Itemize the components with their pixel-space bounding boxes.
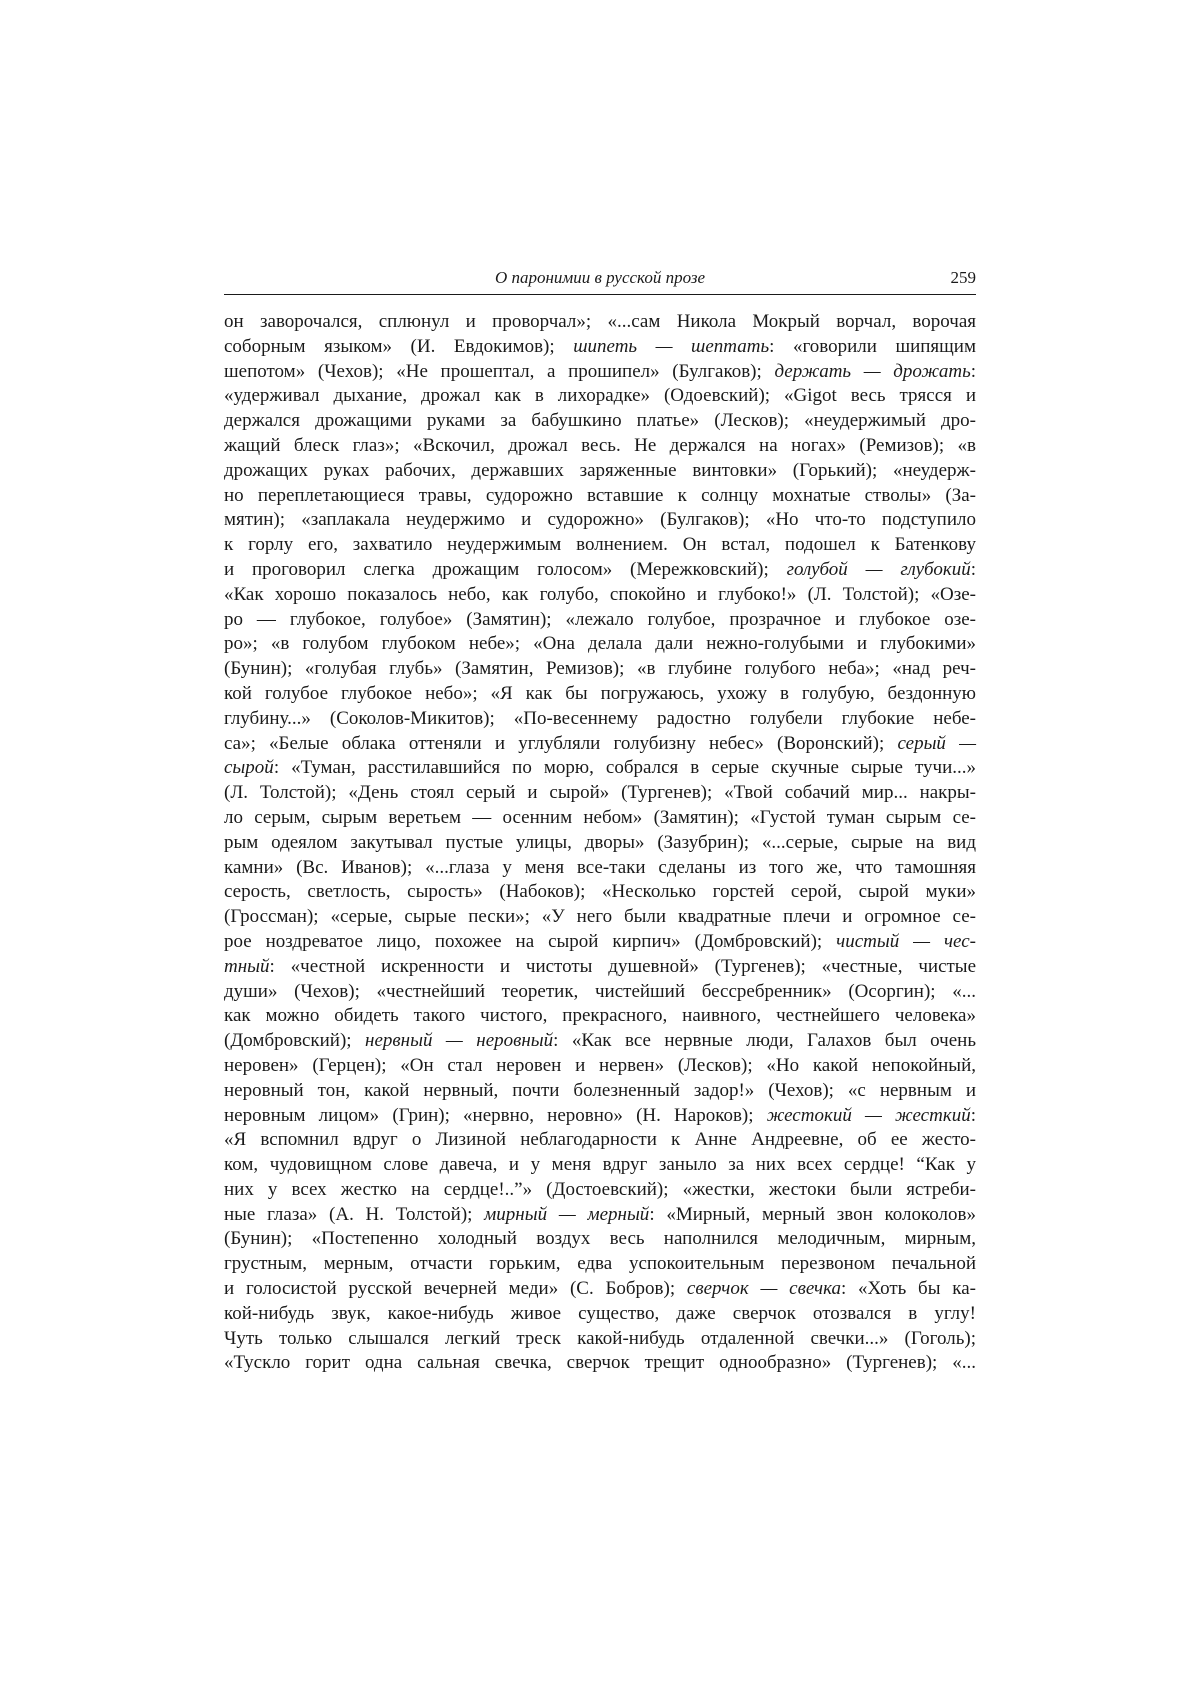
text-segment: кой-нибудь звук, какое-нибудь живое существо, даже сверчок отозвался в углу!: [224, 1302, 976, 1324]
text-segment: кой голубое глубокое небо»; «Я как бы погружаюсь, ухожу в голубую, бездонную: [224, 682, 976, 704]
running-title: О паронимии в русской прозе: [494, 268, 706, 287]
text-line: [224, 384, 976, 409]
text-line: [224, 508, 976, 533]
text-line: [224, 856, 976, 881]
text-segment: (Бунин); «Постепенно холодный воздух весь наполнился мелодичным, мирным,: [224, 1228, 976, 1250]
italic-term: серый —: [897, 732, 976, 754]
text-segment: неровный тон, какой нервный, почти болезненный задор!» (Чехов); «с нервным и: [224, 1079, 976, 1101]
text-line: [224, 484, 976, 509]
text-segment: как можно обидеть такого чистого, прекрасного, наивного, честнейшего человека»: [224, 1005, 976, 1027]
italic-term: чистый — чес-: [836, 930, 976, 952]
text-segment: рое ноздреватое лицо, похожее на сырой кирпич» (Домбровский);: [224, 930, 837, 952]
text-line: [224, 1004, 976, 1029]
text-line: [224, 632, 976, 657]
text-segment: ком, чудовищном слове давеча, и у меня вдруг заныло за них всех сердце! “Как у: [224, 1154, 976, 1176]
text-line: [224, 1351, 976, 1376]
text-line: [224, 1029, 976, 1054]
text-line: [224, 459, 976, 484]
text-line: [224, 781, 976, 806]
text-line: [224, 930, 976, 955]
text-segment: : «Как все нервные люди, Галахов был очень: [553, 1030, 976, 1052]
text-line: [224, 434, 976, 459]
text-line: [224, 1178, 976, 1203]
text-segment: : «говорили шипящим: [769, 335, 976, 357]
text-segment: (Домбровский);: [224, 1030, 366, 1052]
text-segment: ро»; «в голубом глубоком небе»; «Она делала дали нежно-голубыми и глубокими»: [224, 633, 976, 655]
text-line: [224, 409, 976, 434]
text-line: [224, 1153, 976, 1178]
text-segment: ло серым, сырым веретьем — осенним небом» (Замятин); «Густой туман сырым се-: [224, 806, 976, 828]
page-number: 259: [950, 268, 976, 287]
text-line: [224, 1203, 976, 1228]
text-line: [224, 1104, 976, 1129]
text-segment: камни» (Вс. Иванов); «...глаза у меня все-таки сделаны из того же, что тамошняя: [224, 856, 976, 878]
text-segment: неровен» (Герцен); «Он стал неровен и нервен» (Лесков); «Но какой непокойный,: [224, 1054, 976, 1076]
text-line: [224, 1277, 976, 1302]
text-line: [224, 1327, 976, 1352]
text-line: [224, 310, 976, 335]
text-line: [224, 1227, 976, 1252]
text-segment: держался дрожащими руками за бабушкино платье» (Лесков); «неудержимый дро-: [224, 410, 976, 432]
text-line: [224, 1128, 976, 1153]
text-line: [224, 583, 976, 608]
italic-term: сверчок — свечка: [686, 1278, 841, 1300]
text-segment: «удерживал дыхание, дрожал как в лихорадке» (Одоевский); «Gigot весь трясся и: [224, 385, 976, 407]
text-segment: и проговорил слегка дрожащим голосом» (Мережковский);: [224, 558, 787, 580]
text-segment: но переплетающиеся травы, судорожно вставшие к солнцу мохнатые стволы» (За-: [224, 484, 976, 506]
text-segment: Чуть только слышался легкий треск какой-нибудь отдаленной свечки...» (Гоголь);: [224, 1327, 976, 1349]
text-line: [224, 335, 976, 360]
text-line: [224, 1054, 976, 1079]
text-segment: них у всех жестко на сердце!..”» (Достоевский); «жестки, жестоки были ястреби-: [224, 1178, 976, 1200]
text-line: [224, 732, 976, 757]
text-line: [224, 1252, 976, 1277]
text-segment: :: [970, 1104, 976, 1126]
text-line: [224, 1079, 976, 1104]
text-segment: «Тускло горит одна сальная свечка, сверчок трещит однообразно» (Тургенев); «...: [224, 1352, 976, 1374]
italic-term: держать — дрожать: [774, 360, 971, 382]
text-line: [224, 880, 976, 905]
text-segment: ные глаза» (А. Н. Толстой);: [224, 1203, 485, 1225]
italic-term: нервный — неровный: [365, 1030, 554, 1052]
italic-term: жестокий — жесткий: [766, 1104, 971, 1126]
text-segment: мятин); «заплакала неудержимо и судорожно» (Булгаков); «Но что-то подступило: [224, 509, 976, 531]
text-segment: (Л. Толстой); «День стоял серый и сырой» (Тургенев); «Твой собачий мир... накры-: [224, 782, 976, 804]
italic-term: голубой — глубокий: [786, 558, 971, 580]
text-segment: :: [970, 558, 976, 580]
text-line: [224, 831, 976, 856]
text-line: [224, 608, 976, 633]
text-segment: серость, светлость, сырость» (Набоков); «Несколько горстей серой, сырой муки»: [224, 881, 976, 903]
body-text: [224, 310, 976, 1376]
text-segment: ро — глубокое, голубое» (Замятин); «лежало голубое, прозрачное и глубокое озе-: [224, 608, 976, 630]
text-segment: «Я вспомнил вдруг о Лизиной неблагодарности к Анне Андреевне, об ее жесто-: [224, 1129, 976, 1151]
text-line: [224, 682, 976, 707]
text-segment: шепотом» (Чехов); «Не прошептал, а прошипел» (Булгаков);: [224, 360, 775, 382]
text-line: [224, 533, 976, 558]
text-segment: (Гроссман); «серые, сырые пески»; «У него были квадратные плечи и огромное се-: [224, 906, 976, 928]
text-line: [224, 806, 976, 831]
text-line: [224, 905, 976, 930]
text-line: [224, 707, 976, 732]
text-line: [224, 1302, 976, 1327]
text-segment: (Бунин); «голубая глубь» (Замятин, Ремизов); «в глубине голубого неба»; «над реч-: [224, 658, 976, 680]
text-line: [224, 980, 976, 1005]
text-line: [224, 558, 976, 583]
italic-term: тный: [224, 955, 270, 977]
text-segment: души» (Чехов); «честнейший теоретик, чистейший бессребренник» (Осоргин); «...: [224, 980, 976, 1002]
text-segment: к горлу его, захватило неудержимым волнением. Он встал, подошел к Батенкову: [224, 534, 976, 556]
text-line: [224, 756, 976, 781]
text-segment: рым одеялом закутывал пустые улицы, дворы» (Зазубрин); «...серые, сырые на вид: [224, 831, 976, 853]
running-head: [224, 262, 976, 295]
italic-term: шипеть — шептать: [573, 335, 770, 357]
text-segment: грустным, мерным, отчасти горьким, едва успокоительным перезвоном печальной: [224, 1253, 976, 1275]
text-segment: он заворочался, сплюнул и проворчал»; «...сам Никола Мокрый ворчал, ворочая: [224, 311, 976, 332]
text-segment: «Как хорошо показалось небо, как голубо, спокойно и глубоко!» (Л. Толстой); «Озе-: [224, 583, 976, 605]
text-segment: : «Мирный, мерный звон колоколов»: [649, 1203, 976, 1225]
text-segment: неровным лицом» (Грин); «нервно, неровно» (Н. Нароков);: [224, 1104, 767, 1126]
text-segment: жащий блеск глаз»; «Вскочил, дрожал весь. Не держался на ногах» (Ремизов); «в: [224, 434, 976, 456]
text-segment: дрожащих руках рабочих, державших заряженные винтовки» (Горький); «неудерж-: [224, 459, 976, 481]
text-segment: глубину...» (Соколов-Микитов); «По-весеннему радостно голубели глубокие небе-: [224, 707, 976, 729]
text-segment: са»; «Белые облака оттеняли и углубляли голубизну небес» (Воронский);: [224, 732, 898, 754]
text-segment: : «Туман, расстилавшийся по морю, собрался в серые скучные сырые тучи...»: [273, 757, 976, 779]
italic-term: сырой: [224, 757, 274, 779]
text-segment: :: [970, 360, 976, 382]
text-segment: : «честной искренности и чистоты душевной» (Тургенев); «честные, чистые: [269, 955, 976, 977]
text-segment: и голосистой русской вечерней меди» (С. Бобров);: [224, 1278, 687, 1300]
italic-term: мирный — мерный: [484, 1203, 650, 1225]
text-segment: соборным языком» (И. Евдокимов);: [224, 335, 574, 357]
text-line: [224, 955, 976, 980]
text-segment: : «Хоть бы ка-: [841, 1278, 976, 1300]
text-line: [224, 360, 976, 385]
text-line: [224, 657, 976, 682]
